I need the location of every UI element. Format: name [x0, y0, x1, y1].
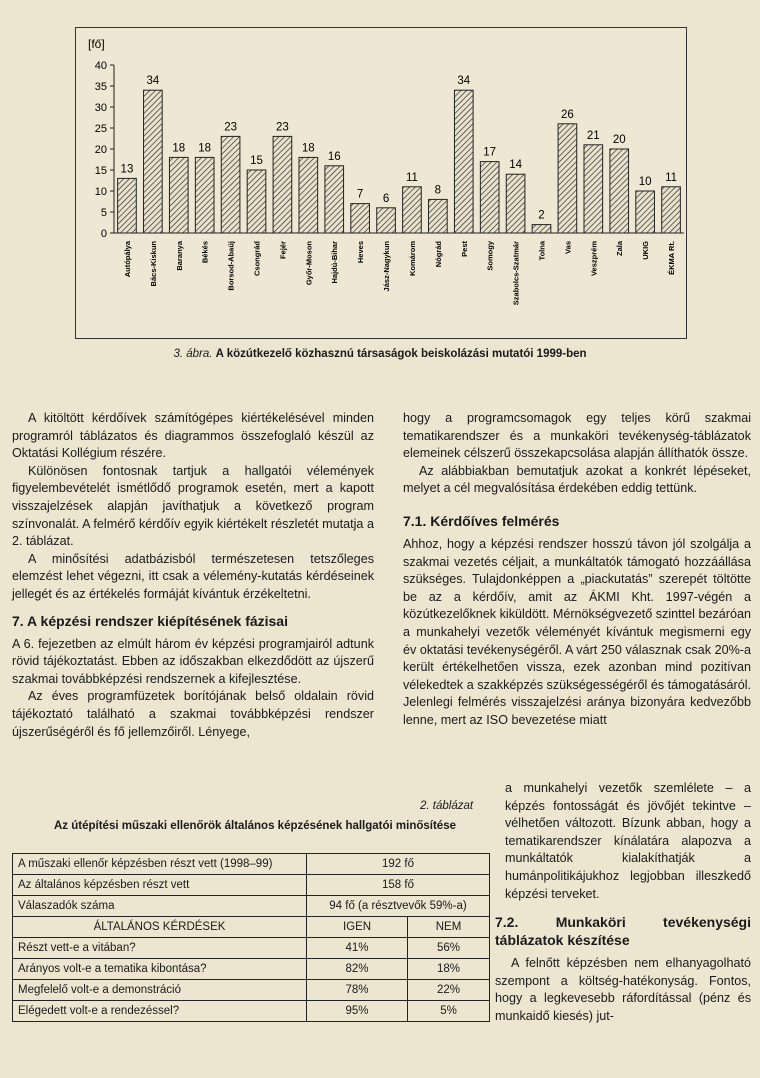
y-tick-label: 30	[94, 102, 107, 114]
data-label: 18	[198, 142, 212, 155]
table-row	[13, 875, 490, 896]
data-label: 11	[405, 171, 418, 184]
category-label: Veszprém	[589, 241, 599, 277]
category-label: Vas	[563, 241, 573, 254]
table-cell: 5%	[408, 1001, 490, 1022]
bar	[403, 187, 422, 233]
category-label: Tolna	[537, 241, 547, 261]
table-cell: Az általános képzésben részt vett	[13, 875, 307, 896]
bar	[584, 145, 603, 233]
paragraph: A felnőtt képzésben nem elhanyagolható szempont a költség-hatékonyság. Fontos, hogy a legkevesebb ráfordítással (pénz és munkaidő kiesés) jut-	[495, 956, 751, 1023]
paragraph: A minősítési adatbázisból természetesen tetszőleges elemzést lehet végezni, itt csak a vélemény-kutatás kérdéseinek jellegét és az értékelés formáját kívántuk érzékeltetni.	[12, 551, 374, 601]
y-tick-label: 15	[94, 165, 107, 177]
paragraph: Az alábbiakban bemutatjuk azokat a konkrét lépéseket, melyet a cél megvalósítása érdekében eddig tettünk.	[403, 463, 751, 496]
table-cell: Részt vett-e a vitában?	[13, 938, 307, 959]
data-label: 34	[457, 75, 471, 88]
table-header: ÁLTALÁNOS KÉRDÉSEK	[13, 917, 307, 938]
y-tick-label: 0	[100, 228, 107, 240]
bar	[636, 191, 655, 233]
y-tick-label: 20	[94, 144, 107, 156]
table-label: 2. táblázat	[420, 800, 474, 812]
category-label: Somogy	[485, 241, 495, 271]
table-row	[13, 959, 490, 980]
table-cell: 18%	[408, 959, 490, 980]
table-cell: 158 fő	[307, 875, 490, 896]
category-label: Békés	[200, 241, 210, 264]
y-tick-label: 35	[94, 81, 107, 93]
figure-number: 3. ábra.	[173, 348, 213, 360]
bar	[506, 174, 525, 233]
category-label: Fejér	[278, 241, 288, 259]
bar	[610, 149, 629, 233]
data-label: 13	[120, 163, 134, 176]
section-heading: 7.1. Kérdőíves felmérés	[403, 512, 560, 529]
table-row	[13, 938, 490, 959]
data-label: 11	[665, 171, 678, 184]
category-label: Nógrád	[433, 241, 443, 268]
bar	[377, 208, 396, 233]
y-tick-label: 40	[94, 60, 107, 72]
table-cell: Arányos volt-e a tematika kibontása?	[13, 959, 307, 980]
table-header: IGEN	[307, 917, 408, 938]
table-row	[13, 1001, 490, 1022]
table-cell: 22%	[408, 980, 490, 1001]
table-cell: 56%	[408, 938, 490, 959]
data-label: 18	[172, 142, 186, 155]
bar	[429, 199, 448, 233]
bar	[454, 90, 473, 233]
category-label: Szabolcs-Szatmár	[511, 241, 521, 306]
paragraph: Ahhoz, hogy a képzési rendszer hosszú távon jól szolgálja a szakmai vezetés céljait, a munkáltatók támogató hozzáállása szükséges. Tulajdonképpen a „piackutatás” szerepét töltötte be az a kérdőív, amit az ÁKMI Kht. 1997-végén a közútkezelőknek kiküldött. Mérnökségvezető szinttel bezáróan a munkahelyi vezetők véleményét kívántuk megismerni egy év oktatási tevékenységéről. A várt 250 válasznak csak 20%-a került értékelhetően vissza, ezek azonban mind pozitívan vélekedtek a szakképzés szükségességéről és támogatásáról. Jelenlegi felmérés visszajelzési aránya bizonyára kedvezőbb lenne, mert az ISO bevezetése miatt	[403, 536, 751, 727]
figure-title: A közútkezelő közhasznú társaságok beiskolázási mutatói 1999-ben	[215, 348, 587, 360]
data-label: 17	[483, 146, 497, 159]
bar	[273, 136, 292, 233]
bar	[299, 157, 318, 233]
category-label: Csongrád	[252, 241, 262, 277]
data-label: 2	[538, 209, 545, 222]
category-label: ÉKMA Rt.	[667, 241, 677, 275]
table-cell: 95%	[307, 1001, 408, 1022]
bar	[325, 166, 344, 233]
data-label: 10	[638, 176, 652, 188]
category-label: Zala	[615, 241, 625, 257]
table-header-row	[13, 917, 490, 938]
table-header: NEM	[408, 917, 490, 938]
y-axis-label: [fő]	[88, 37, 105, 51]
table-cell: Válaszadók száma	[13, 896, 307, 917]
bar	[144, 90, 163, 233]
category-label: Heves	[356, 241, 366, 264]
right-column-bottom	[495, 780, 751, 1026]
data-label: 21	[586, 129, 600, 142]
data-label: 8	[434, 184, 442, 197]
bar-chart	[75, 27, 687, 339]
category-label: Jász-Nagykun	[382, 241, 392, 292]
bar	[662, 187, 681, 233]
category-label: Komárom	[407, 241, 417, 277]
left-column	[12, 410, 374, 741]
data-label: 34	[146, 75, 160, 88]
table-row	[13, 854, 490, 875]
rating-table	[12, 853, 490, 1022]
category-label: Pest	[459, 241, 469, 257]
figure-caption	[0, 348, 760, 360]
table-row	[13, 980, 490, 1001]
table-row	[13, 896, 490, 917]
y-tick-label: 10	[94, 186, 107, 198]
paragraph: Az éves programfüzetek borítójának belső oldalain rövid tájékoztató található a szakmai továbbképzési rendszer újszerűségéről és fő jellemzőiről. Lényege,	[12, 689, 374, 739]
y-tick-label: 25	[94, 123, 107, 135]
data-label: 15	[250, 155, 263, 167]
bar	[118, 178, 137, 233]
paragraph: hogy a programcsomagok egy teljes körű szakmai tematikarendszer és a munkaköri tevékenység-táblázatok elemeinek célszerű összekapcsolása alapján állíthatók össze.	[403, 411, 751, 461]
table-cell: Megfelelő volt-e a demonstráció	[13, 980, 307, 1001]
category-label: Győr-Moson	[304, 241, 314, 286]
table-cell: 78%	[307, 980, 408, 1001]
bar	[247, 170, 266, 233]
bullet-item: a munkahelyi vezetők szemlélete – a képzés fontosságát és jövőjét tekintve – vélhetően változott. Bízunk abban, hogy a tematikarendszer kínálatára alapozva a munkáltatók kialakíthatják a humánpolitikájukhoz legjobban illeszkedő képzési terveket.	[505, 781, 751, 901]
paragraph: A 6. fejezetben az elmúlt három év képzési programjairól adtunk rövid tájékoztatást. Ebben az időszakban elkezdődött az újszerű szakmai továbbképzési rendszernek a kifejlesztése.	[12, 636, 374, 686]
data-label: 18	[301, 142, 315, 155]
category-label: Autópálya	[122, 241, 132, 278]
bar	[221, 136, 240, 233]
y-tick-label: 5	[100, 207, 107, 219]
data-label: 16	[327, 150, 341, 163]
data-label: 14	[509, 159, 522, 172]
bar	[558, 124, 577, 233]
table-cell: 41%	[307, 938, 408, 959]
table-cell: A műszaki ellenőr képzésben részt vett (1998–99)	[13, 854, 307, 875]
table-cell: Elégedett volt-e a rendezéssel?	[13, 1001, 307, 1022]
right-column-top	[403, 410, 751, 730]
bar	[195, 157, 214, 233]
category-label: Bács-Kiskun	[148, 241, 158, 287]
data-label: 23	[276, 121, 289, 134]
category-label: Hajdú-Bihar	[330, 241, 340, 284]
data-label: 20	[612, 134, 626, 146]
category-label: Borsod-Abaúj	[226, 241, 236, 291]
table-cell: 192 fő	[307, 854, 490, 875]
data-label: 7	[356, 188, 364, 201]
bar	[351, 204, 370, 233]
category-label: Baranya	[174, 241, 184, 271]
section-heading: 7. A képzési rendszer kiépítésének fázisai	[12, 612, 288, 629]
data-label: 6	[382, 192, 390, 205]
paragraph: A kitöltött kérdőívek számítógépes kiértékelésével minden programról táblázatos és diagrammos összefoglaló készül az Oktatási Kollégium részére.	[12, 411, 374, 461]
section-heading: 7.2. Munkaköri tevékenységi táblázatok készítése	[495, 914, 751, 949]
table-cell: 82%	[307, 959, 408, 980]
data-label: 23	[224, 121, 237, 134]
table-cell: 94 fő (a résztvevők 59%-a)	[307, 896, 490, 917]
bar	[169, 157, 188, 233]
bar	[532, 225, 551, 233]
chart-svg	[76, 28, 686, 338]
bar	[480, 162, 499, 233]
paragraph: Különösen fontosnak tartjuk a hallgatói vélemények figyelembevételét ismétlődő programok esetén, mert a kapott visszajelzések alapján javíthatjuk a következő program színvonalát. A felmérő kérdőív egyik kiértékelt részletét mutatja a 2. táblázat.	[12, 463, 374, 549]
table-title: Az útépítési műszaki ellenőrök általános képzésének hallgatói minősítése	[54, 820, 456, 832]
bars	[118, 75, 681, 305]
category-label: UKIG	[641, 241, 651, 260]
data-label: 26	[561, 108, 574, 121]
